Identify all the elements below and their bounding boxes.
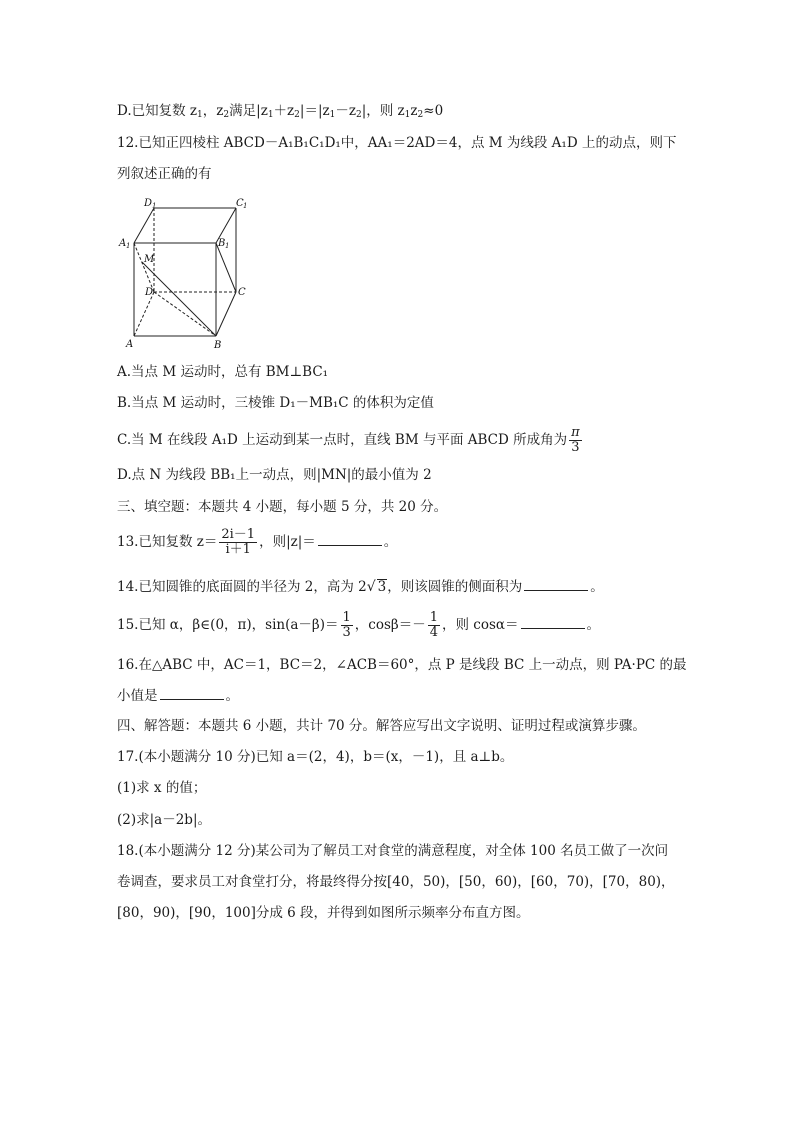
option-11d: D.已知复数 $z_1$，$z_2$满足$|z_1+z_2|=|z_1-z_2|$，则 $z_1z_2\approx 0$ [117, 103, 444, 120]
q12-stem-line1: 12.已知正四棱柱 ABCD－A₁B₁C₁D₁中，AA₁＝2AD＝4，点 M 为线段 A₁D 上的动点，则下 [117, 135, 677, 151]
q14-answer-blank[interactable] [524, 576, 588, 591]
q16-line2: 小值是 。 [117, 685, 239, 706]
label-c: C [238, 287, 246, 298]
label-a1: A [119, 238, 127, 249]
q12-option-a: A.当点 M 运动时，总有 BM⊥BC₁ [117, 364, 329, 380]
q17-part2: (2)求|a－2b|。 [117, 812, 211, 828]
q18-line3: [80，90)，[90，100]分成 6 段，并得到如图所示频率分布直方图。 [117, 905, 530, 921]
fraction-pi-3: $\frac{\pi}{3}$ [571, 425, 580, 455]
section-4-heading: 四、解答题：本题共 6 小题，共计 70 分。解答应写出文字说明、证明过程或演算步骤。 [117, 718, 646, 734]
q17-stem: 17.(本小题满分 10 分)已知 a＝(2，4)，b＝(x，－1)，且 a⊥b。 [117, 749, 514, 765]
q15: 15.已知 α，β∈(0，π)，sin(a－β)＝ $\frac{1}{3}$ ，cosβ＝－ $\frac{1}{4}$ ，则 cosα＝ 。 [117, 610, 601, 640]
q12-stem-line2: 列叙述正确的有 [117, 166, 212, 182]
q12-option-c: C.当 M 在线段 A₁D 上运动到某一点时，直线 BM 与平面 ABCD 所成角为 $\frac{\pi}{3}$ [117, 425, 580, 455]
label-b1: B [218, 238, 226, 249]
label-d1: D [144, 198, 153, 209]
edge-db [154, 292, 216, 336]
q17-part1: (1)求 x 的值； [117, 780, 207, 796]
q16-answer-blank[interactable] [160, 685, 224, 700]
edge-a1d [134, 243, 154, 292]
q15-answer-blank[interactable] [521, 614, 585, 629]
edge-bc [216, 292, 236, 336]
edge-d1b1-hidden-diag [154, 208, 216, 243]
label-b: B [214, 340, 222, 351]
edge-d1a1 [134, 208, 154, 243]
label-m: M [144, 254, 155, 265]
label-a1-sub: 1 [126, 242, 131, 250]
q13: 13.已知复数 z＝ $\frac{2i-1}{i+1}$ ，则|z|＝ 。 [117, 527, 398, 557]
q14: 14.已知圆锥的底面圆的半径为 2，高为 2√ 3，则该圆锥的侧面积为 。 [117, 576, 604, 597]
section-3-heading: 三、填空题：本题共 4 小题，每小题 5 分，共 20 分。 [117, 499, 448, 515]
prism-figure [114, 196, 254, 354]
fraction-q13: $\frac{2i-1}{i+1}$ [221, 527, 256, 557]
fraction-one-third: $\frac{1}{3}$ [342, 610, 351, 640]
label-c1-sub: 1 [243, 202, 248, 210]
prism-diagram [114, 196, 254, 354]
q18-line2: 卷调查，要求员工对食堂打分，将最终得分按[40，50)，[50，60)，[60，70)，[70，80)， [117, 874, 675, 890]
label-d1-sub: 1 [152, 202, 157, 210]
label-d: D [145, 287, 154, 298]
label-b1-sub: 1 [225, 242, 230, 250]
fraction-one-quarter: $\frac{1}{4}$ [429, 610, 438, 640]
q12-option-b: B.当点 M 运动时，三棱锥 D₁－MB₁C 的体积为定值 [117, 395, 434, 411]
q16-line1: 16.在△ABC 中，AC＝1，BC＝2，∠ACB＝60°，点 P 是线段 BC 上一动点，则 PA·PC 的最 [117, 657, 687, 673]
edge-da [134, 292, 154, 336]
label-a: A [126, 339, 134, 350]
segment-mb [142, 262, 216, 336]
edge-b1c [216, 243, 236, 292]
label-c1: C [236, 198, 244, 209]
q18-line1: 18.(本小题满分 12 分)某公司为了解员工对食堂的满意程度，对全体 100 名员工做了一次问 [117, 843, 669, 859]
q12-option-d: D.点 N 为线段 BB₁上一动点，则|MN|的最小值为 2 [117, 467, 432, 483]
q13-answer-blank[interactable] [318, 531, 382, 546]
